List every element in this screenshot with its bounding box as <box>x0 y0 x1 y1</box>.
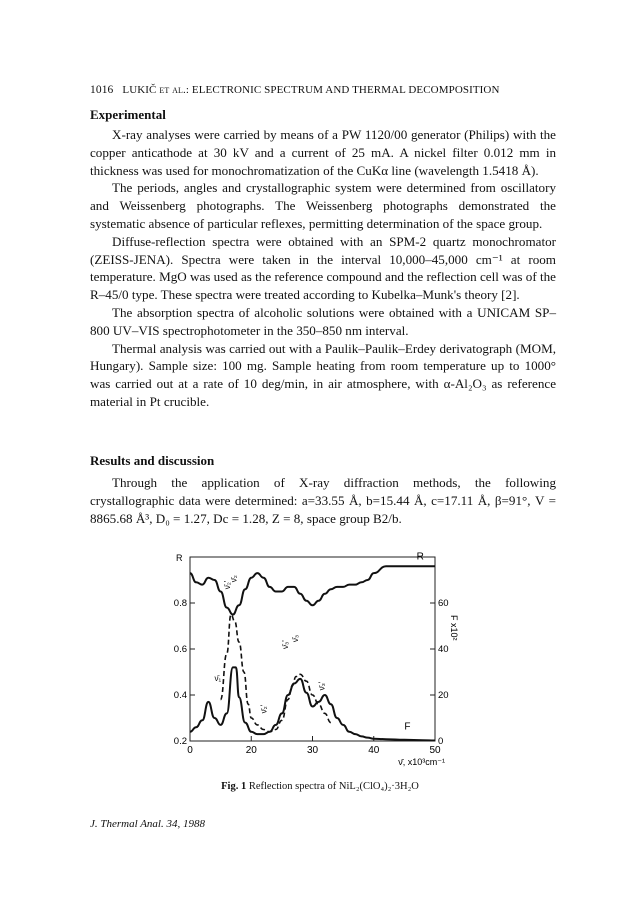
series-label-f: F <box>404 721 411 733</box>
series-label-r: R <box>416 551 424 563</box>
y-left-tick-label: 0.6 <box>173 644 187 655</box>
paragraph: The periods, angles and crystallographic system were determined from oscillatory and Weissenberg photographs. The Weissenberg photographs demonstrated the systematic absence of particular reflexes, permitting determination of the space group. <box>90 180 556 231</box>
paragraph: The absorption spectra of alcoholic solutions were obtained with a UNICAM SP–800 UV–VIS spectrophotometer in the 350–850 nm interval. <box>90 304 556 338</box>
x-tick-label: 40 <box>368 745 380 756</box>
y-left-axis-label: R <box>176 553 183 563</box>
results-body <box>90 474 556 527</box>
band-annotation: ν̄₃' <box>281 640 290 649</box>
band-annotation: ν̄₃' <box>317 681 327 691</box>
caption-label: Fig. 1 <box>221 781 247 792</box>
y-right-tick-label: 40 <box>438 644 449 655</box>
figure-reflection-spectra <box>150 545 490 785</box>
y-right-tick-label: 20 <box>438 690 449 701</box>
x-tick-label: 50 <box>429 745 441 756</box>
y-left-tick-label: 0.4 <box>173 690 187 701</box>
band-annotation: ν̄₁ <box>214 674 222 684</box>
spectra-chart <box>150 545 490 785</box>
y-left-tick-label: 0.2 <box>173 736 187 747</box>
x-axis-label: ν̄, x10³cm⁻¹ <box>398 757 445 767</box>
section-heading-experimental: Experimental <box>90 107 166 122</box>
caption-text: Reflection spectra of NiL₂(ClO₄)₂·3H₂O <box>248 781 419 792</box>
band-annotation: ν̄₂' <box>259 704 269 714</box>
y-right-tick-label: 0 <box>438 736 444 747</box>
band-annotation: ν̄₂ <box>229 575 239 583</box>
running-title: LUKIČ et al.: ELECTRONIC SPECTRUM AND THERMAL DECOMPOSITION <box>122 84 500 96</box>
journal-footer: J. Thermal Anal. 34, 1988 <box>90 818 205 830</box>
running-header <box>90 84 500 96</box>
paragraph: Through the application of X-ray diffraction methods, the following crystallographic data were determined: a=33.55 Å, b=15.44 Å, c=17.11 Å, β=91°, V = 8865.68 Å³, D₀ = 1.27, Dc = 1.28, Z = 8, space group B2/b. <box>90 475 556 526</box>
y-left-tick-label: 0.8 <box>173 598 187 609</box>
x-tick-label: 30 <box>306 745 319 756</box>
paragraph: Thermal analysis was carried out with a Paulik–Paulik–Erdey derivatograph (MOM, Hungary). Sample size: 100 mg. Sample heating from room temperature up to 1000° was carried out at a rate of 10 deg/min, in air atmosphere, with α-Al₂O₃ as reference material in Pt crucible. <box>90 340 556 409</box>
band-annotation: ν̄₃ <box>290 634 300 643</box>
x-tick-label: 0 <box>187 745 193 756</box>
figure-caption <box>150 781 490 792</box>
y-right-axis-label: F x10² <box>449 615 459 641</box>
paragraph: X-ray analyses were carried by means of a PW 1120/00 generator (Philips) with the copper anticathode at 30 kV and a current of 25 mA. A nickel filter 0.012 mm in thickness was used for monochromatization of the CuKα line (wavelength 1.5418 Å). <box>90 127 556 178</box>
series-line-r <box>190 566 435 614</box>
paragraph: Diffuse-reflection spectra were obtained with an SPM-2 quartz monochromator (ZEISS-JENA). Spectra were taken in the interval 10,000–45,000 cm⁻¹ at room temperature. MgO was used as the reference compound and the reflection cell was of the R–45/0 type. These spectra were treated according to Kubelka–Munk's theory [2]. <box>90 233 556 303</box>
page-number: 1016 <box>90 84 114 96</box>
band-annotation: ν̄₂' <box>222 580 232 590</box>
y-right-tick-label: 60 <box>438 598 449 609</box>
series-line-f <box>190 667 435 740</box>
section-heading-results: Results and discussion <box>90 453 215 468</box>
experimental-body <box>90 126 556 411</box>
x-tick-label: 20 <box>245 745 257 756</box>
